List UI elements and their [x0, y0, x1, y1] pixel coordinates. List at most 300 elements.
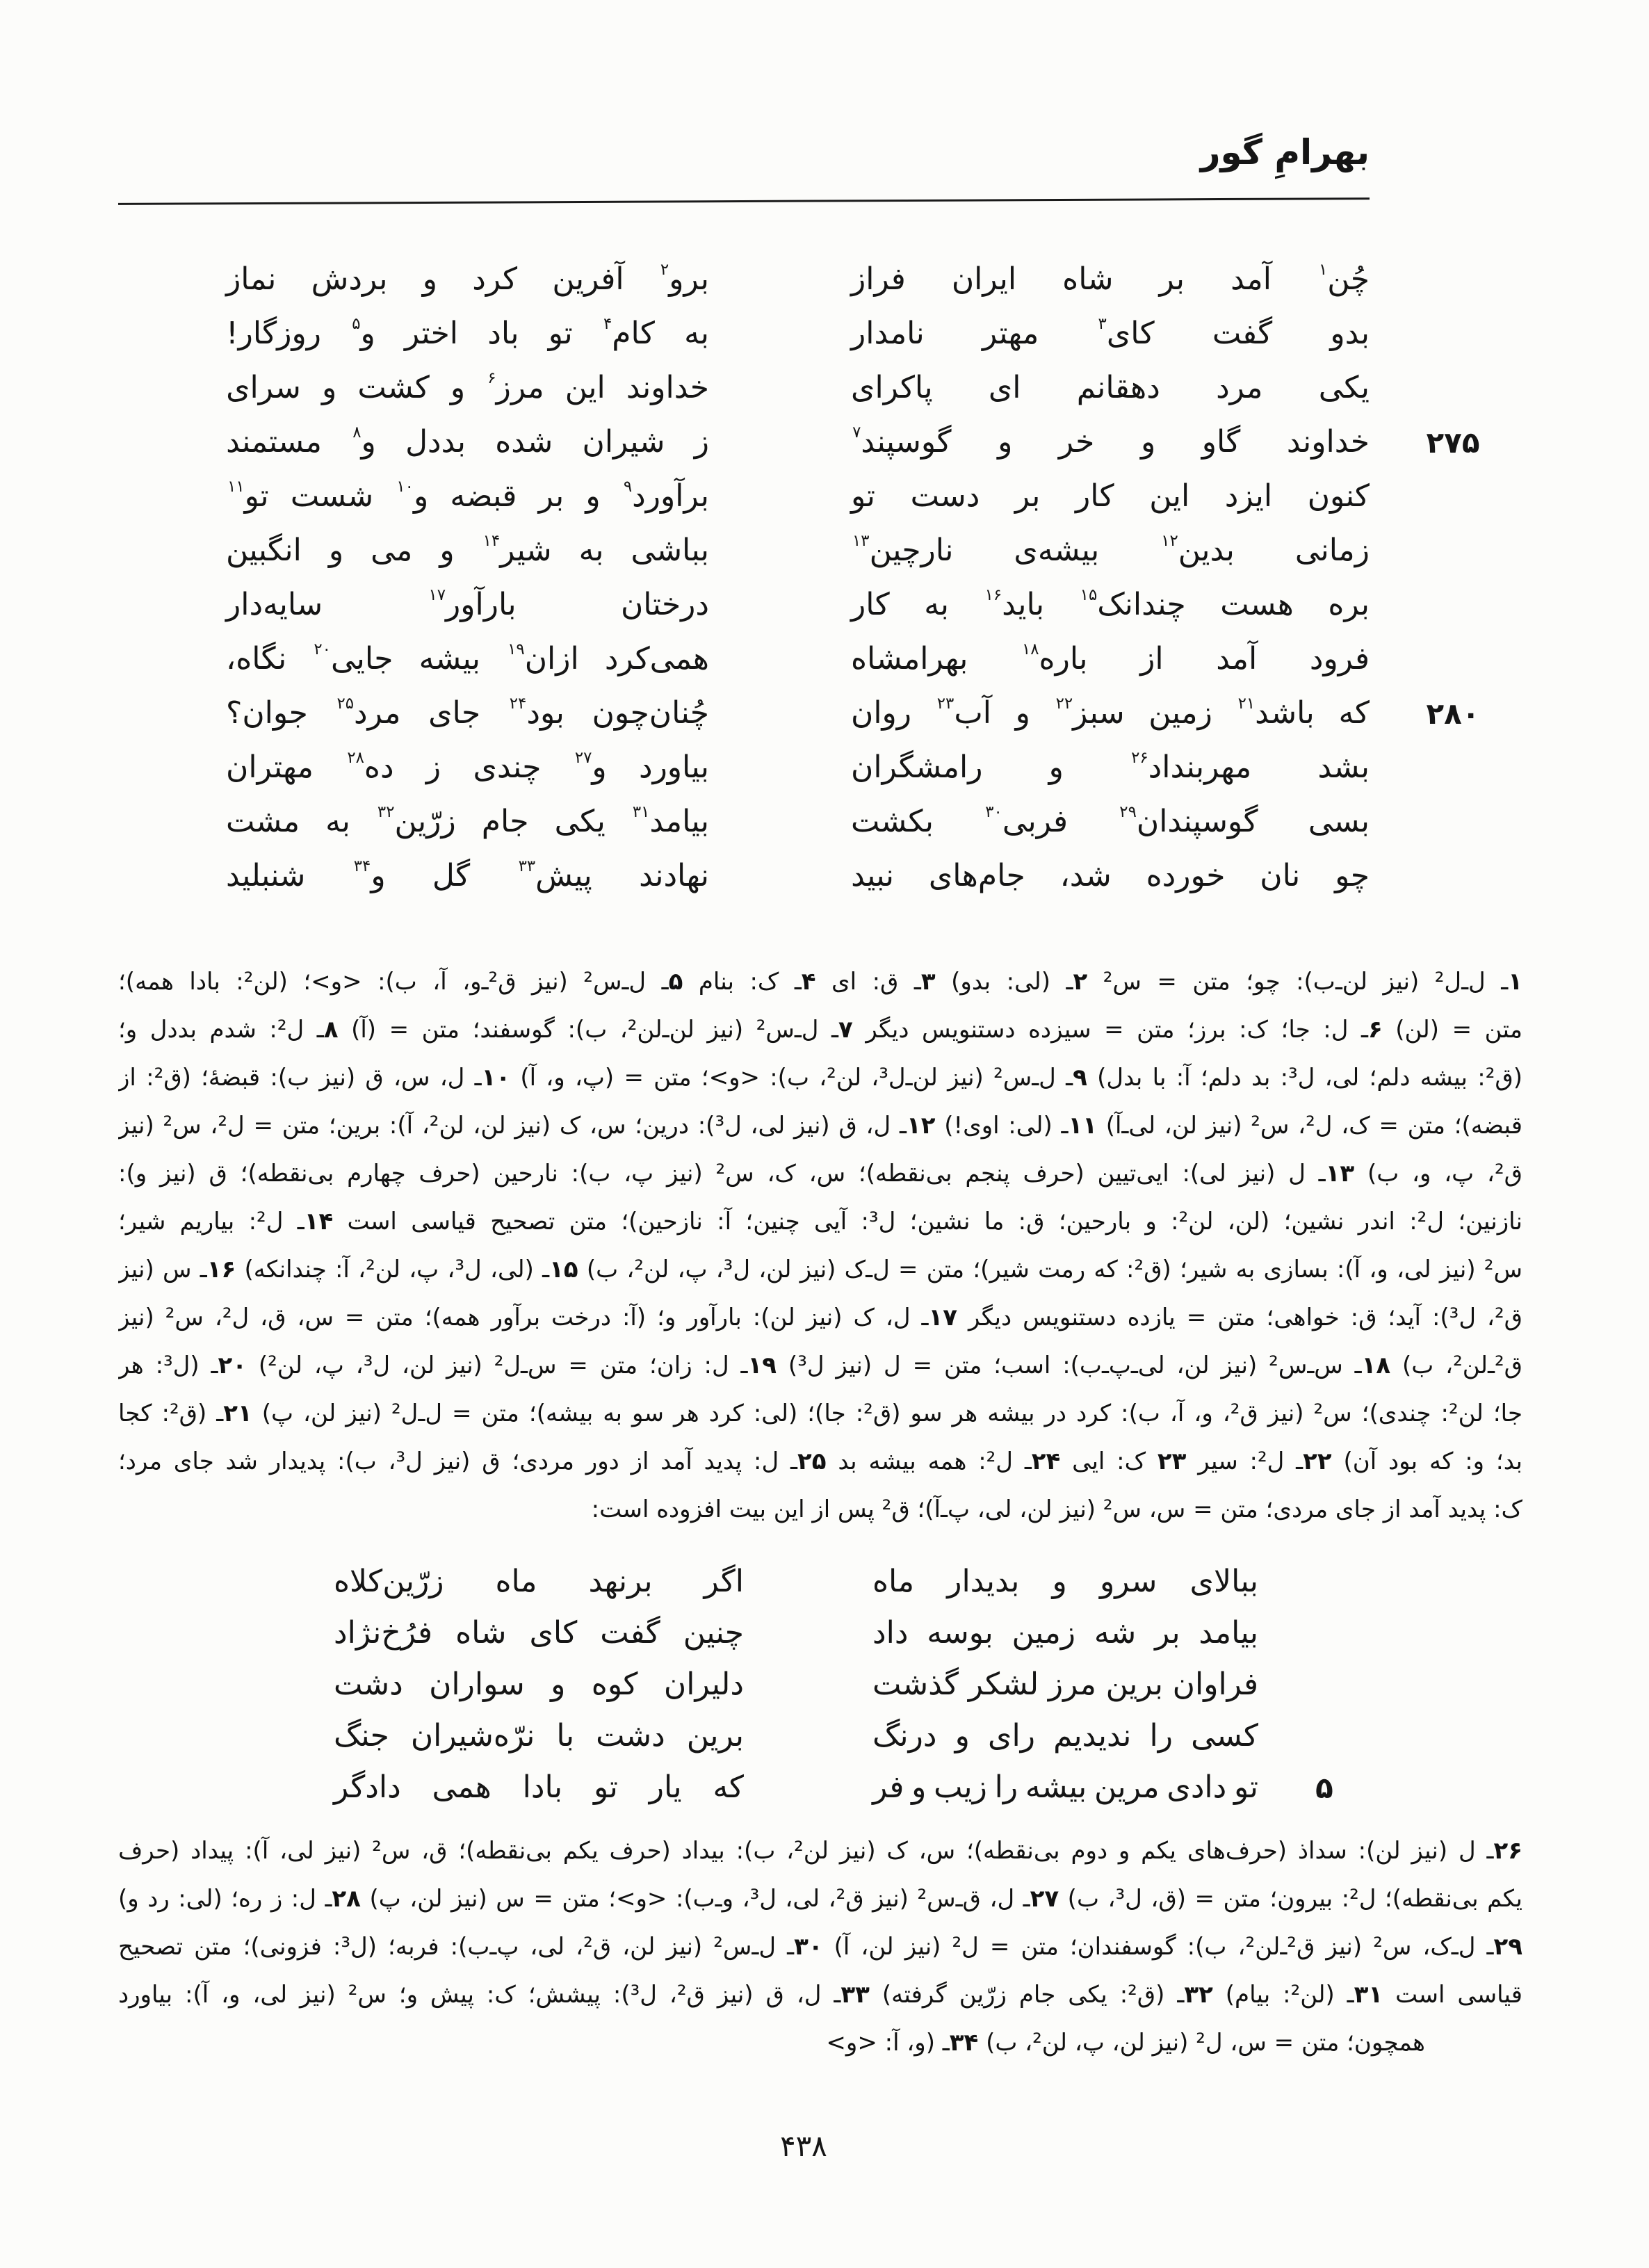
- hemistich-word: بباشی: [631, 533, 709, 568]
- hemistich-word: برین: [686, 1718, 744, 1753]
- hemistich-word: شاه: [1062, 261, 1114, 297]
- poem-couplet: [226, 692, 1480, 747]
- hemistich-word: مرد$^{۲۵}$: [336, 694, 401, 731]
- hemistich-word: مرد: [1216, 370, 1263, 405]
- hemistich-word: را: [994, 1769, 1018, 1805]
- hemistich-word: مرین: [1094, 1769, 1160, 1805]
- hemistich-word: دادگر: [334, 1769, 401, 1805]
- hemistich-left: [334, 1715, 744, 1756]
- hemistich-word: همی‌کرد: [604, 641, 709, 677]
- poem-couplet: [334, 1561, 1258, 1612]
- apparatus-line: همچون؛ متن = س، ل² (نیز لن، پ، لن²، ب) ۳۴ـ (و، آ: <و>: [826, 2029, 1425, 2057]
- hemistich-word: کای: [529, 1615, 578, 1651]
- hemistich-word: به: [578, 533, 604, 568]
- hemistich-word: و: [551, 1667, 566, 1702]
- poem-couplet: [334, 1664, 1258, 1715]
- hemistich-word: گاو: [1201, 424, 1241, 460]
- hemistich-word: ندیدیم: [1053, 1718, 1132, 1753]
- footnote-ref: ۲۷: [574, 748, 592, 767]
- hemistich-right: [872, 1767, 1258, 1808]
- hemistich-word: فراوان: [1172, 1667, 1258, 1702]
- apparatus-line: متن = (لن) ۶ـ ل: جا؛ ک: برز؛ متن = سیزده دستنویس دیگر ۷ـ ل‌ـ‌س² (نیز لن‌ـ‌لن²، ب): گوسفند؛ متن = (آ) ۸ـ ل²: شدم بددل و؛: [118, 1016, 1522, 1044]
- apparatus-line: نازنین؛ ل²: اندر نشین؛ (لن، لن²: و بارحین؛ ق: ما نشین؛ ل³: آیی چنین؛ آ: نازحین)؛ متن تصحیح قیاسی است ۱۴ـ ل²: بیاریم شیر؛: [118, 1208, 1522, 1236]
- hemistich-right: [851, 313, 1370, 354]
- hemistich-word: مهربنداد$^{۲۶}$: [1131, 748, 1252, 785]
- hemistich-word: کنون: [1307, 478, 1370, 514]
- header-rule: [118, 197, 1370, 205]
- hemistich-word: و: [1052, 1564, 1067, 1599]
- footnote-ref: ۱۷: [428, 585, 446, 604]
- hemistich-word: مشت: [226, 804, 300, 839]
- hemistich-word: برآورد$^۹$: [623, 477, 709, 514]
- hemistich-word: این: [1149, 478, 1190, 514]
- hemistich-word: بکشت: [851, 804, 934, 839]
- apparatus-line: س² (نیز لی، و، آ): بسازی به شیر؛ (ق²: که رمت شیر)؛ متن = ل‌ـ‌ک (نیز لن، ل³، پ، لن²، ب) ۱۵ـ (لی، ل³، پ، لن²، آ: چندانکه) ۱۶ـ س (نیز: [118, 1256, 1522, 1283]
- apparatus-line: قبضه)؛ متن = ک، ل²، س² (نیز لن، لی‌ـ‌آ) ۱۱ـ (لی: اوی!) ۱۲ـ ل، ق (نیز لی، ل³): درین؛ س، ک (نیز لن، لن²، آ): برین؛ متن = ل²، س² (نیز: [118, 1112, 1522, 1140]
- footnote-ref: ۳۱: [632, 802, 650, 821]
- hemistich-word: کشت: [357, 370, 430, 405]
- hemistich-word: جای: [428, 695, 481, 731]
- hemistich-word: بیشه: [419, 641, 480, 677]
- main-poem-block: [226, 259, 1480, 909]
- poem-couplet: [226, 259, 1370, 313]
- footnote-ref: ۱۹: [507, 640, 525, 658]
- hemistich-word: دشت: [334, 1667, 403, 1702]
- footnote-ref: ۲۱: [1237, 694, 1256, 713]
- hemistich-word: دهقانم: [1076, 370, 1160, 405]
- hemistich-word: خداوند: [1286, 424, 1370, 460]
- hemistich-word: ببالای: [1189, 1564, 1258, 1599]
- hemistich-word: بره: [1328, 587, 1370, 622]
- hemistich-word: می: [371, 533, 413, 568]
- hemistich-word: دشت: [596, 1718, 665, 1753]
- hemistich-word: مرز: [1048, 1667, 1096, 1702]
- hemistich-word: دادی: [1167, 1769, 1227, 1805]
- hemistich-word: ای: [988, 370, 1021, 405]
- hemistich-word: بهرامشاه: [851, 641, 968, 677]
- hemistich-word: زمین: [1012, 1615, 1076, 1651]
- hemistich-word: کای$^۳$: [1098, 314, 1155, 351]
- hemistich-word: گوسپندان$^{۲۹}$: [1119, 802, 1258, 839]
- hemistich-word: جنگ: [334, 1718, 389, 1753]
- hemistich-word: یکی: [1318, 370, 1370, 405]
- hemistich-word: بوسه: [927, 1615, 993, 1651]
- hemistich-word: همی: [432, 1769, 492, 1805]
- hemistich-word: نبید: [851, 858, 894, 893]
- poem-couplet: [226, 530, 1370, 584]
- hemistich-word: سرای: [226, 370, 301, 405]
- hemistich-right: [851, 476, 1370, 517]
- hemistich-left: [226, 421, 709, 462]
- hemistich-right: [851, 692, 1370, 734]
- hemistich-word: گل: [432, 858, 471, 893]
- hemistich-word: تو: [548, 316, 573, 351]
- hemistich-word: کرد: [472, 261, 518, 297]
- hemistich-left: [226, 530, 709, 571]
- hemistich-word: به: [325, 804, 350, 839]
- footnote-ref: ۵: [352, 314, 361, 333]
- hemistich-right: [872, 1612, 1258, 1653]
- hemistich-word: نماز: [226, 261, 277, 297]
- hemistich-word: بر: [1155, 1615, 1180, 1651]
- hemistich-word: شاه: [455, 1615, 507, 1651]
- apparatus-line: یکم بی‌نقطه)؛ ل²: بیرون؛ متن = (ق، ل³، ب) ۲۷ـ ل، ق‌ـ‌س² (نیز ق²، لی، ل³، و‌ـ‌ب): <و>؛ متن = س (نیز لن، پ) ۲۸ـ ل: ز ره؛ (لی: رد و): [118, 1885, 1522, 1913]
- hemistich-word: بددل: [405, 424, 466, 460]
- hemistich-word: مهتران: [226, 750, 314, 785]
- hemistich-word: بردش: [311, 261, 388, 297]
- hemistich-word: بر: [1014, 478, 1041, 514]
- hemistich-word: بیشه: [1025, 1769, 1087, 1805]
- hemistich-word: مهتر: [982, 316, 1039, 351]
- hemistich-word: ز: [425, 750, 441, 785]
- hemistich-word: و: [328, 533, 344, 568]
- footnote-ref: ۲۴: [509, 694, 527, 713]
- hemistich-word: شیر$^{۱۴}$: [482, 531, 552, 568]
- hemistich-word: و: [911, 1769, 927, 1805]
- poem-couplet: [226, 855, 1370, 909]
- footnote-ref: ۳۴: [353, 857, 371, 875]
- hemistich-word: زرّین‌کلاه: [334, 1564, 444, 1599]
- hemistich-word: شست: [290, 478, 374, 514]
- hemistich-word: شنبلید: [226, 858, 306, 893]
- hemistich-word: باد: [487, 316, 519, 351]
- poem-couplet: [334, 1715, 1258, 1767]
- hemistich-word: ماه: [872, 1564, 915, 1599]
- hemistich-word: رامشگران: [851, 750, 983, 785]
- hemistich-left: [226, 801, 709, 842]
- hemistich-left: [226, 313, 709, 354]
- footnote-ref: ۲۸: [347, 748, 364, 767]
- hemistich-word: نگاه،: [226, 641, 287, 677]
- hemistich-word: و: [998, 424, 1013, 460]
- hemistich-word: و: [439, 533, 455, 568]
- hemistich-word: کام$^۴$: [603, 314, 655, 351]
- hemistich-right: [851, 801, 1370, 842]
- apparatus-line: ک: پدید آمد از جای مردی؛ متن = س، س² (نیز لن، لی، پ‌ـ‌آ)؛ ق² پس از این بیت افزوده است:: [591, 1496, 1522, 1523]
- hemistich-word: چندانک$^{۱۵}$: [1080, 585, 1186, 622]
- apparatus-line: ق²، پ، و، ب) ۱۳ـ ل (نیز لی): ایی‌تیین (حرف پنجم بی‌نقطه)؛ س، ک، س² (نیز پ، ب): نارحین (حرف چهارم بی‌نقطه)؛ ق (نیز و):: [118, 1160, 1522, 1188]
- hemistich-word: پیش$^{۳۳}$: [518, 857, 592, 893]
- hemistich-word: ماه: [495, 1564, 537, 1599]
- hemistich-word: بر: [538, 478, 564, 514]
- hemistich-word: برو$^۲$: [660, 260, 709, 297]
- footnote-ref: ۳۰: [985, 802, 1002, 821]
- hemistich-word: خورده: [1146, 858, 1226, 893]
- hemistich-word: که: [1338, 695, 1370, 731]
- hemistich-right: [851, 584, 1370, 625]
- hemistich-word: را: [1149, 1718, 1173, 1753]
- hemistich-word: کار: [1075, 478, 1114, 514]
- hemistich-right: [851, 530, 1370, 571]
- hemistich-word: کوه: [591, 1667, 638, 1702]
- hemistich-word: که: [713, 1769, 744, 1805]
- hemistich-word: پاکرای: [851, 370, 933, 405]
- poem-couplet: [226, 801, 1370, 855]
- hemistich-word: هست: [1220, 587, 1294, 622]
- footnote-ref: ۱۲: [1161, 531, 1178, 550]
- hemistich-left: [226, 638, 709, 679]
- hemistich-right: [872, 1561, 1258, 1602]
- hemistich-word: سبز$^{۲۲}$: [1055, 694, 1125, 731]
- hemistich-word: لشکر: [968, 1667, 1039, 1702]
- hemistich-word: بدین$^{۱۲}$: [1161, 531, 1235, 568]
- hemistich-word: چنین: [683, 1615, 744, 1651]
- hemistich-word: فراز: [851, 261, 906, 297]
- hemistich-word: و: [422, 261, 438, 297]
- hemistich-left: [334, 1561, 744, 1602]
- hemistich-right: [851, 747, 1370, 788]
- hemistich-word: چو: [1335, 858, 1370, 893]
- hemistich-word: فرُخ‌نژاد: [334, 1615, 433, 1651]
- footnote-ref: ۱۵: [1080, 585, 1098, 604]
- footnote-ref: ۳۳: [518, 857, 536, 875]
- hemistich-word: نرّه‌شیران: [410, 1718, 535, 1753]
- hemistich-word: فر: [872, 1769, 904, 1805]
- apparatus-line: بد؛ و: که بود آن) ۲۲ـ ل²: سیر ۲۳ ک: ایی ۲۴ـ ل²: همه بیشه بد ۲۵ـ ل: پدید آمد از دور مردی؛ ق (نیز ل³، ب): پدیدار شد جای مرد؛: [118, 1448, 1522, 1475]
- apparatus-line: ۲۶ـ ل (نیز لن): سداذ (حرف‌های یکم و دوم بی‌نقطه)؛ س، ک (نیز لن²، ب): بیداد (حرف یکم بی‌نقطه)؛ ق، س² (نیز لی، آ): پیداد (حرف: [118, 1837, 1522, 1865]
- hemistich-word: و: [1140, 424, 1156, 460]
- hemistich-word: سایه‌دار: [226, 587, 323, 622]
- poem-couplet: [334, 1767, 1333, 1818]
- footnote-ref: ۹: [623, 477, 633, 496]
- hemistich-word: این: [564, 370, 606, 405]
- hemistich-word: مرز$^۶$: [487, 368, 544, 405]
- hemistich-word: بیامد: [1199, 1615, 1258, 1651]
- hemistich-word: بدو: [1330, 316, 1370, 351]
- hemistich-word: شه: [1094, 1615, 1137, 1651]
- hemistich-word: و: [955, 1718, 970, 1753]
- hemistich-word: و: [450, 370, 466, 405]
- hemistich-word: نهادند: [639, 858, 709, 893]
- hemistich-word: و$^۸$: [352, 423, 376, 460]
- hemistich-word: جایی$^{۲۰}$: [314, 640, 393, 677]
- hemistich-word: آمد: [1216, 641, 1258, 677]
- poem-couplet: [226, 421, 1480, 476]
- footnote-ref: ۸: [352, 423, 362, 442]
- hemistich-word: ز: [694, 424, 709, 460]
- hemistich-word: شده: [495, 424, 553, 460]
- hemistich-word: بود$^{۲۴}$: [509, 694, 564, 731]
- hemistich-left: [334, 1612, 744, 1653]
- hemistich-left: [226, 367, 709, 408]
- hemistich-word: خداوند: [626, 370, 709, 405]
- hemistich-word: از: [1140, 641, 1164, 677]
- hemistich-word: خر: [1058, 424, 1095, 460]
- critical-apparatus-block-1: [118, 958, 1522, 1534]
- hemistich-word: فربی$^{۳۰}$: [985, 802, 1069, 839]
- hemistich-word: دست: [910, 478, 980, 514]
- hemistich-word: تو$^{۱۱}$: [227, 477, 269, 514]
- footnote-ref: ۱: [1319, 260, 1328, 279]
- footnote-ref: ۳۲: [377, 802, 395, 821]
- footnote-ref: ۲۹: [1119, 802, 1137, 821]
- hemistich-word: با: [556, 1718, 575, 1753]
- hemistich-word: جوان؟: [226, 695, 308, 731]
- footnote-ref: ۱۰: [396, 477, 414, 496]
- hemistich-word: و$^{۱۰}$: [396, 477, 429, 514]
- hemistich-right: [851, 421, 1370, 462]
- page-number: ۴۳۸: [780, 2129, 827, 2163]
- hemistich-word: بشد: [1317, 750, 1370, 785]
- hemistich-word: زمانی: [1294, 533, 1370, 568]
- footnote-ref: ۲۵: [336, 694, 355, 713]
- hemistich-word: کسی: [1191, 1718, 1258, 1753]
- hemistich-word: داد: [872, 1615, 909, 1651]
- hemistich-word: و: [1048, 750, 1064, 785]
- hemistich-word: ایزد: [1224, 478, 1273, 514]
- hemistich-word: بدیدار: [947, 1564, 1020, 1599]
- hemistich-right: [851, 855, 1370, 896]
- poem-couplet: [334, 1612, 1258, 1664]
- hemistich-word: گفت: [600, 1615, 660, 1651]
- hemistich-word: به: [684, 316, 709, 351]
- hemistich-word: بیشه‌ی: [1014, 533, 1100, 568]
- poem-couplet: [226, 367, 1370, 421]
- hemistich-word: و: [322, 370, 337, 405]
- footnote-ref: ۲: [660, 260, 669, 279]
- running-head-title: بهرامِ گور: [1200, 132, 1370, 172]
- verse-number: ۲۷۵: [1426, 426, 1480, 460]
- hemistich-right: [851, 259, 1370, 300]
- hemistich-word: و: [1015, 695, 1030, 731]
- hemistich-word: تو: [851, 478, 876, 514]
- verse-number: ۵: [1315, 1771, 1333, 1805]
- hemistich-word: درختان: [620, 587, 709, 622]
- footnote-ref: ۳: [1098, 314, 1107, 333]
- hemistich-right: [872, 1715, 1258, 1756]
- footnote-ref: ۱۸: [1021, 640, 1039, 658]
- hemistich-word: اختر: [405, 316, 459, 351]
- hemistich-word: و$^۵$: [352, 314, 375, 351]
- hemistich-word: نارچین$^{۱۳}$: [852, 531, 954, 568]
- hemistich-word: زیب: [934, 1769, 987, 1805]
- hemistich-left: [226, 259, 709, 300]
- hemistich-left: [334, 1767, 744, 1808]
- poem-couplet: [226, 476, 1370, 530]
- hemistich-word: چُنان‌چون: [592, 695, 709, 731]
- footnote-ref: ۲۳: [936, 694, 955, 713]
- hemistich-word: گفت: [1212, 316, 1273, 351]
- hemistich-word: بر: [1159, 261, 1185, 297]
- hemistich-word: جام‌های: [928, 858, 1025, 893]
- hemistich-left: [334, 1664, 744, 1705]
- hemistich-word: بادا: [522, 1769, 563, 1805]
- hemistich-word: اگر: [704, 1564, 744, 1599]
- hemistich-word: و$^{۳۴}$: [353, 857, 386, 893]
- added-verses-block: [334, 1561, 1333, 1818]
- hemistich-word: زرّین$^{۳۲}$: [377, 802, 456, 839]
- poem-couplet: [226, 638, 1370, 692]
- footnote-ref: ۱۴: [482, 531, 501, 550]
- apparatus-line: قیاسی است ۳۱ـ (لن²: بیام) ۳۲ـ (ق²: یکی جام زرّین گرفته) ۳۳ـ ل، ق (نیز ق²، ل³): پیشش؛ ک: پیش و؛ س² (نیز لی، و، آ): بیاورد: [118, 1981, 1522, 2009]
- hemistich-word: و$^{۲۷}$: [574, 748, 607, 785]
- poem-couplet: [226, 584, 1370, 638]
- hemistich-left: [226, 692, 709, 734]
- verse-number: ۲۸۰: [1426, 697, 1480, 731]
- footnote-ref: ۱۶: [984, 585, 1002, 604]
- hemistich-word: شد،: [1059, 858, 1112, 893]
- apparatus-line: ق²ـ‌لن²، ب) ۱۸ـ س‌ـ‌س² (نیز لن، لی‌ـ‌پ‌ـ‌ب): اسب؛ متن = ل (نیز ل³) ۱۹ـ ل: زان؛ متن = س‌ـ‌ل² (نیز لن، ل³، پ، لن²) ۲۰ـ (ل³: هر: [118, 1352, 1522, 1379]
- hemistich-word: بارآور$^{۱۷}$: [428, 585, 517, 622]
- hemistich-word: تو: [1234, 1769, 1258, 1805]
- hemistich-word: بیامد$^{۳۱}$: [632, 802, 709, 839]
- hemistich-word: به: [924, 587, 950, 622]
- hemistich-word: ازان$^{۱۹}$: [507, 640, 579, 677]
- hemistich-word: برنهد: [588, 1564, 653, 1599]
- footnote-ref: ۲۶: [1131, 748, 1148, 767]
- apparatus-line: جا؛ لن²: چندی)؛ س² (نیز ق²، و، آ، ب): کرد در بیشه هر سو (ق²: جا)؛ (لی: کرد هر سو به بیشه)؛ متن = ل‌ـ‌ل² (نیز لن، پ) ۲۱ـ (ق²: کجا: [118, 1400, 1522, 1427]
- hemistich-word: فرود: [1309, 641, 1370, 677]
- footnote-ref: ۶: [487, 368, 496, 387]
- hemistich-right: [851, 638, 1370, 679]
- apparatus-line: ق²، ل³): آید؛ ق: خواهی؛ متن = یازده دستنویس دیگر ۱۷ـ ل، ک (نیز لن): بارآور و؛ (آ: درخت برآور همه)؛ متن = س، ق، ل²، س² (نیز: [118, 1304, 1522, 1331]
- hemistich-word: زمین: [1148, 695, 1212, 731]
- hemistich-right: [872, 1664, 1258, 1705]
- hemistich-word: برین: [1105, 1667, 1163, 1702]
- hemistich-word: ده$^{۲۸}$: [347, 748, 394, 785]
- hemistich-word: آمد: [1230, 261, 1272, 297]
- hemistich-word: سواران: [429, 1667, 525, 1702]
- apparatus-line: (ق²: بیشه دلم؛ لی، ل³: بد دلم؛ آ: با بدل) ۹ـ ل‌ـ‌س² (نیز لن‌ـ‌ل³، لن²، ب): <و>؛ متن = (پ، و، آ) ۱۰ـ ل، س، ق (نیز ب): قبضهٔ؛ (ق²: از: [118, 1064, 1522, 1092]
- hemistich-word: چُن$^۱$: [1319, 260, 1370, 297]
- hemistich-word: بیاورد: [638, 750, 709, 785]
- hemistich-word: و: [585, 478, 601, 514]
- hemistich-word: آفرین: [552, 261, 624, 297]
- hemistich-left: [226, 476, 709, 517]
- hemistich-word: انگبین: [226, 533, 302, 568]
- footnote-ref: ۱۱: [227, 477, 245, 496]
- hemistich-word: کار: [851, 587, 890, 622]
- footnote-ref: ۷: [852, 423, 861, 442]
- hemistich-word: گذشت: [872, 1667, 959, 1702]
- hemistich-word: روان: [851, 695, 912, 731]
- hemistich-word: ایران: [951, 261, 1017, 297]
- hemistich-word: باره$^{۱۸}$: [1021, 640, 1088, 677]
- poem-couplet: [226, 313, 1370, 367]
- hemistich-word: یکی: [554, 804, 606, 839]
- hemistich-left: [226, 747, 709, 788]
- hemistich-word: درنگ: [872, 1718, 937, 1753]
- apparatus-line: ۲۹ـ ل‌ـ‌ک، س² (نیز ق²ـ‌لن²، ب): گوسفندان؛ متن = ل² (نیز لن، آ) ۳۰ـ ل‌ـ‌س² (نیز لن، ق²، لی، پ‌ـ‌ب): فربه؛ (ل³: فزونی)؛ متن تصحیح: [118, 1933, 1522, 1961]
- hemistich-word: قبضه: [450, 478, 517, 514]
- hemistich-word: رای: [988, 1718, 1035, 1753]
- hemistich-left: [226, 584, 709, 625]
- hemistich-right: [851, 367, 1370, 408]
- hemistich-word: دلیران: [663, 1667, 744, 1702]
- hemistich-word: آب$^{۲۳}$: [936, 694, 991, 731]
- footnote-ref: ۱۳: [852, 531, 870, 550]
- hemistich-word: جام: [481, 804, 529, 839]
- hemistich-word: بسی: [1308, 804, 1370, 839]
- footnote-ref: ۴: [603, 314, 612, 333]
- apparatus-line: ۱ـ ل‌ـ‌ل² (نیز لن‌ـ‌ب): چو؛ متن = س² ۲ـ (لی: بدو) ۳ـ ق: ای ۴ـ ک: بنام ۵ـ ل‌ـ‌س² (نیز ق²ـ‌و، آ، ب): <و>؛ (لن²: بادا همه)؛: [118, 968, 1522, 996]
- footnote-ref: ۲۰: [314, 640, 331, 658]
- footnote-ref: ۲۲: [1055, 694, 1073, 713]
- hemistich-word: نان: [1260, 858, 1301, 893]
- hemistich-word: سرو: [1099, 1564, 1157, 1599]
- hemistich-word: گوسپند$^۷$: [852, 423, 952, 460]
- hemistich-word: تو: [593, 1769, 618, 1805]
- critical-apparatus-block-2: [118, 1827, 1522, 2067]
- hemistich-word: نامدار: [851, 316, 925, 351]
- hemistich-word: باشد$^{۲۱}$: [1237, 694, 1315, 731]
- hemistich-word: باید$^{۱۶}$: [984, 585, 1045, 622]
- hemistich-word: روزگار!: [226, 316, 321, 351]
- poem-couplet: [226, 747, 1370, 801]
- hemistich-word: مستمند: [226, 424, 322, 460]
- hemistich-word: شیران: [582, 424, 665, 460]
- hemistich-word: چندی: [473, 750, 542, 785]
